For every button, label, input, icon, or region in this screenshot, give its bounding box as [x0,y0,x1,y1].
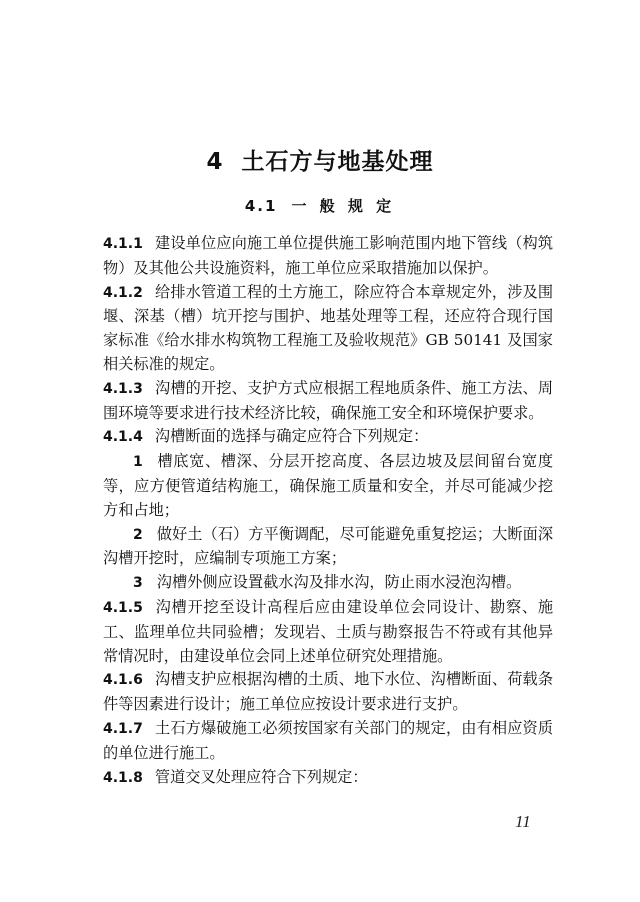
clause-text: 土石方爆破施工必须按国家有关部门的规定，由有相应资质的单位进行施工。 [103,718,553,762]
clause-text: 沟槽的开挖、支护方式应根据工程地质条件、施工方法、周围环境等要求进行技术经济比较，确保施工安全和环境保护要求。 [103,378,553,422]
item-number: 3 [133,575,143,592]
clause-number: 4.1.5 [103,599,143,616]
clause-number: 4.1.1 [103,236,143,252]
clause-text: 沟槽支护应根据沟槽的土质、地下水位、沟槽断面、荷载条件等因素进行设计；施工单位应按设计要求进行支护。 [103,670,553,714]
clause-number: 4.1.6 [103,672,143,689]
section-number: 4.1 [244,197,278,215]
clause-text: 沟槽断面的选择与确定应符合下列规定： [154,427,429,446]
item-text: 槽底宽、槽深、分层开挖高度、各层边坡及层间留台宽度等，应方便管道结构施工，确保施工质量和安全，并尽可能减少挖方和占地； [103,452,553,519]
clause-text: 给排水管道工程的土方施工，除应符合本章规定外，涉及围堰、深基（槽）坑开挖与围护、地基处理等工程，还应符合现行国家标准《给水排水构筑物工程施工及验收规范》GB 50141 及国家相关标准的规定。 [103,282,553,373]
clause-number: 4.1.3 [103,380,143,397]
clause-number: 4.1.7 [103,720,143,737]
item-text: 沟槽外侧应设置截水沟及排水沟，防止雨水浸泡沟槽。 [156,573,522,592]
section-title-text: 一 般 规 定 [291,197,396,215]
clause-4-1-4-item-1 [103,450,553,522]
clause-4-1-1 [103,232,553,281]
page-number: 11 [515,812,531,831]
item-number: 1 [133,454,143,471]
chapter-title [0,143,640,176]
section-title [0,195,640,216]
item-number: 2 [133,526,143,543]
clause-4-1-8 [103,766,553,791]
clause-text: 沟槽开挖至设计高程后应由建设单位会同设计、勘察、施工、监理单位共同验槽；发现岩、土质与勘察报告不符或有其他异常情况时，由建设单位会同上述单位研究处理措施。 [103,597,553,665]
chapter-title-text: 土石方与地基处理 [241,149,434,175]
clause-4-1-4-item-2 [103,523,553,572]
clause-4-1-3 [103,377,553,426]
clause-text: 管道交叉处理应符合下列规定： [154,767,368,786]
clause-number: 4.1.2 [103,284,143,301]
clause-number: 4.1.8 [103,769,143,786]
item-text: 做好土（石）方平衡调配，尽可能避免重复挖运；大断面深沟槽开挖时，应编制专项施工方案； [103,524,553,568]
clause-4-1-4-item-3 [103,571,553,596]
clause-4-1-5 [103,596,553,668]
clause-4-1-2 [103,281,553,377]
clause-4-1-7 [103,717,553,766]
clause-4-1-6 [103,668,553,717]
clause-number: 4.1.4 [103,429,143,446]
body-text [103,232,553,790]
chapter-number: 4 [206,149,224,175]
clause-text: 建设单位应向施工单位提供施工影响范围内地下管线（构筑物）及其他公共设施资料，施工单位应采取措施加以保护。 [103,234,553,277]
clause-4-1-4 [103,425,553,450]
